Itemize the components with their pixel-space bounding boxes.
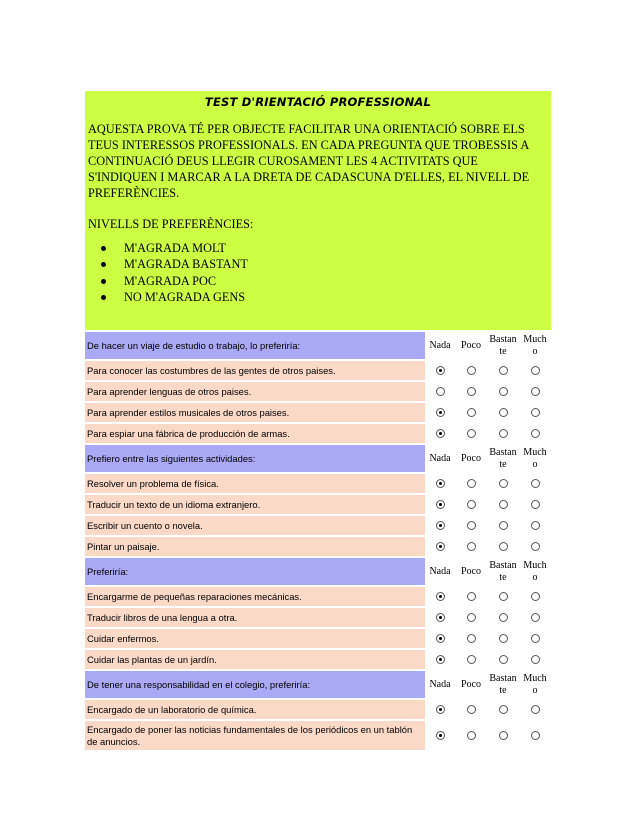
radio-button[interactable] <box>531 542 540 551</box>
radio-cell <box>487 495 519 514</box>
level-label: M'AGRADA BASTANT <box>124 257 248 272</box>
column-bastante-label-1: Bastan <box>489 333 517 345</box>
radio-cell <box>487 424 519 443</box>
radio-cell <box>519 403 551 422</box>
option-row <box>85 629 551 648</box>
radio-cell <box>455 424 487 443</box>
radio-cell <box>519 721 551 750</box>
column-bastante-label-1: Bastan <box>489 446 517 458</box>
column-bastante-header <box>487 332 519 359</box>
radio-cell <box>519 474 551 493</box>
radio-cell <box>455 650 487 669</box>
radio-cell <box>519 650 551 669</box>
column-mucho-label-2: o <box>532 684 538 696</box>
radio-button[interactable] <box>436 521 445 530</box>
radio-button[interactable] <box>499 479 508 488</box>
radio-button[interactable] <box>531 655 540 664</box>
column-mucho-label-1: Much <box>523 333 547 345</box>
option-row <box>85 608 551 627</box>
levels-list <box>88 240 548 306</box>
radio-button[interactable] <box>436 634 445 643</box>
column-nada-header <box>425 332 455 359</box>
radio-cell <box>425 537 455 556</box>
column-mucho-header <box>519 445 551 472</box>
level-item <box>101 290 548 307</box>
radio-button[interactable] <box>467 655 476 664</box>
radio-cell <box>487 587 519 606</box>
radio-button[interactable] <box>531 479 540 488</box>
column-mucho-header <box>519 332 551 359</box>
radio-button[interactable] <box>499 731 508 740</box>
radio-cell <box>455 474 487 493</box>
radio-cell <box>519 424 551 443</box>
radio-button[interactable] <box>531 387 540 396</box>
question-row <box>85 671 551 698</box>
radio-button[interactable] <box>436 655 445 664</box>
radio-cell <box>519 361 551 380</box>
radio-cell <box>487 474 519 493</box>
column-poco-header <box>455 671 487 698</box>
radio-cell <box>425 474 455 493</box>
radio-button[interactable] <box>531 429 540 438</box>
radio-cell <box>519 629 551 648</box>
radio-cell <box>425 516 455 535</box>
option-row <box>85 700 551 719</box>
question-text: Prefiero entre las siguientes actividades: <box>85 445 425 472</box>
column-mucho-label-2: o <box>532 571 538 583</box>
column-nada-label: Nada <box>429 452 451 464</box>
radio-button[interactable] <box>531 731 540 740</box>
radio-button[interactable] <box>436 429 445 438</box>
option-row <box>85 474 551 493</box>
radio-button[interactable] <box>531 500 540 509</box>
column-nada-header <box>425 671 455 698</box>
option-text: Cuidar las plantas de un jardín. <box>85 650 425 669</box>
radio-cell <box>519 495 551 514</box>
radio-cell <box>455 721 487 750</box>
column-mucho-label-1: Much <box>523 672 547 684</box>
radio-button[interactable] <box>467 366 476 375</box>
radio-cell <box>455 587 487 606</box>
option-text: Encargarme de pequeñas reparaciones mecánicas. <box>85 587 425 606</box>
column-poco-label: Poco <box>461 452 481 464</box>
column-nada-label: Nada <box>429 678 451 690</box>
radio-cell <box>519 700 551 719</box>
radio-button[interactable] <box>467 634 476 643</box>
column-nada-label: Nada <box>429 339 451 351</box>
radio-cell <box>487 537 519 556</box>
option-row <box>85 587 551 606</box>
radio-cell <box>425 650 455 669</box>
column-poco-header <box>455 332 487 359</box>
column-bastante-label-1: Bastan <box>489 559 517 571</box>
radio-button[interactable] <box>467 592 476 601</box>
column-bastante-label-2: te <box>499 458 507 470</box>
radio-cell <box>487 629 519 648</box>
radio-cell <box>487 650 519 669</box>
radio-cell <box>455 361 487 380</box>
column-bastante-header <box>487 671 519 698</box>
radio-cell <box>519 608 551 627</box>
column-nada-label: Nada <box>429 565 451 577</box>
radio-button[interactable] <box>531 613 540 622</box>
radio-button[interactable] <box>499 429 508 438</box>
column-mucho-header <box>519 671 551 698</box>
radio-cell <box>519 587 551 606</box>
radio-button[interactable] <box>467 500 476 509</box>
radio-button[interactable] <box>531 705 540 714</box>
radio-button[interactable] <box>436 705 445 714</box>
radio-button[interactable] <box>499 634 508 643</box>
radio-button[interactable] <box>531 592 540 601</box>
radio-cell <box>487 700 519 719</box>
column-mucho-label-1: Much <box>523 559 547 571</box>
radio-button[interactable] <box>467 387 476 396</box>
option-row <box>85 495 551 514</box>
radio-button[interactable] <box>467 542 476 551</box>
radio-button[interactable] <box>436 613 445 622</box>
option-text: Encargado de un laboratorio de química. <box>85 700 425 719</box>
radio-cell <box>425 629 455 648</box>
column-bastante-label-2: te <box>499 345 507 357</box>
option-text: Resolver un problema de física. <box>85 474 425 493</box>
radio-cell <box>487 608 519 627</box>
radio-cell <box>455 537 487 556</box>
radio-cell <box>425 361 455 380</box>
column-poco-header <box>455 445 487 472</box>
radio-button[interactable] <box>499 500 508 509</box>
question-row <box>85 558 551 585</box>
column-mucho-label-1: Much <box>523 446 547 458</box>
radio-button[interactable] <box>436 731 445 740</box>
column-bastante-label-2: te <box>499 571 507 583</box>
column-mucho-label-2: o <box>532 458 538 470</box>
option-text: Traducir un texto de un idioma extranjero. <box>85 495 425 514</box>
option-row <box>85 650 551 669</box>
radio-cell <box>487 361 519 380</box>
radio-cell <box>519 382 551 401</box>
option-row <box>85 424 551 443</box>
radio-button[interactable] <box>467 521 476 530</box>
radio-cell <box>425 587 455 606</box>
radio-button[interactable] <box>436 479 445 488</box>
radio-button[interactable] <box>499 408 508 417</box>
radio-button[interactable] <box>467 429 476 438</box>
radio-button[interactable] <box>531 634 540 643</box>
option-text: Para espiar una fábrica de producción de armas. <box>85 424 425 443</box>
option-text: Cuidar enfermos. <box>85 629 425 648</box>
column-bastante-label-1: Bastan <box>489 672 517 684</box>
option-row <box>85 537 551 556</box>
column-nada-header <box>425 445 455 472</box>
option-text: Traducir libros de una lengua a otra. <box>85 608 425 627</box>
radio-button[interactable] <box>436 500 445 509</box>
bullet-icon <box>101 295 106 300</box>
level-label: M'AGRADA MOLT <box>124 240 226 255</box>
radio-cell <box>455 382 487 401</box>
radio-button[interactable] <box>499 592 508 601</box>
question-text: De hacer un viaje de estudio o trabajo, lo preferiría: <box>85 332 425 359</box>
radio-cell <box>455 495 487 514</box>
radio-cell <box>487 382 519 401</box>
radio-cell <box>455 700 487 719</box>
radio-button[interactable] <box>531 408 540 417</box>
survey-table <box>85 330 551 752</box>
bullet-icon <box>101 262 106 267</box>
radio-cell <box>519 537 551 556</box>
question-row <box>85 445 551 472</box>
radio-button[interactable] <box>467 479 476 488</box>
question-row <box>85 332 551 359</box>
column-poco-header <box>455 558 487 585</box>
column-poco-label: Poco <box>461 565 481 577</box>
bullet-icon <box>101 246 106 251</box>
option-text: Para conocer las costumbres de las gentes de otros paises. <box>85 361 425 380</box>
option-text: Pintar un paisaje. <box>85 537 425 556</box>
radio-button[interactable] <box>499 366 508 375</box>
option-text: Encargado de poner las noticias fundamentales de los periódicos en un tablón de anuncios. <box>85 721 425 750</box>
radio-cell <box>455 629 487 648</box>
radio-button[interactable] <box>499 613 508 622</box>
bullet-icon <box>101 279 106 284</box>
page <box>85 91 551 752</box>
radio-cell <box>487 403 519 422</box>
radio-button[interactable] <box>467 613 476 622</box>
radio-cell <box>425 382 455 401</box>
option-row <box>85 361 551 380</box>
test-title: TEST D'RIENTACIÓ PROFESSIONAL <box>204 95 432 109</box>
option-text: Escribir un cuento o novela. <box>85 516 425 535</box>
column-bastante-header <box>487 445 519 472</box>
radio-button[interactable] <box>499 542 508 551</box>
radio-button[interactable] <box>436 592 445 601</box>
radio-button[interactable] <box>436 387 445 396</box>
column-mucho-header <box>519 558 551 585</box>
radio-cell <box>519 516 551 535</box>
radio-button[interactable] <box>436 542 445 551</box>
levels-title: NIVELLS DE PREFERÈNCIES: <box>88 217 254 231</box>
radio-cell <box>487 516 519 535</box>
radio-cell <box>455 516 487 535</box>
radio-button[interactable] <box>436 408 445 417</box>
radio-cell <box>487 721 519 750</box>
option-row <box>85 382 551 401</box>
column-mucho-label-2: o <box>532 345 538 357</box>
option-row <box>85 516 551 535</box>
radio-button[interactable] <box>531 521 540 530</box>
column-bastante-header <box>487 558 519 585</box>
question-text: Preferiría: <box>85 558 425 585</box>
column-nada-header <box>425 558 455 585</box>
option-text: Para aprender lenguas de otros paises. <box>85 382 425 401</box>
radio-button[interactable] <box>436 366 445 375</box>
radio-cell <box>425 721 455 750</box>
column-poco-label: Poco <box>461 339 481 351</box>
radio-cell <box>425 424 455 443</box>
radio-cell <box>455 403 487 422</box>
radio-cell <box>425 700 455 719</box>
radio-cell <box>425 403 455 422</box>
radio-button[interactable] <box>499 387 508 396</box>
option-text: Para aprender estilos musicales de otros paises. <box>85 403 425 422</box>
radio-button[interactable] <box>467 731 476 740</box>
radio-button[interactable] <box>499 655 508 664</box>
radio-button[interactable] <box>499 521 508 530</box>
option-row <box>85 403 551 422</box>
level-label: M'AGRADA POC <box>124 273 217 288</box>
radio-cell <box>425 495 455 514</box>
column-poco-label: Poco <box>461 678 481 690</box>
radio-button[interactable] <box>499 705 508 714</box>
question-text: De tener una responsabilidad en el colegio, preferiría: <box>85 671 425 698</box>
level-item <box>101 273 548 290</box>
intro-text: AQUESTA PROVA TÉ PER OBJECTE FACILITAR UNA ORIENTACIÓ SOBRE ELS TEUS INTERESSOS PROFESSIONALS. EN CADA PREGUNTA QUE TROBESSIS A CONTINUACIÓ DEUS LLEGIR CUROSAMENT LES 4 ACTIVITATS QUE S'INDIQUEN I MARCAR A LA DRETA DE CADASCUNA D'ELLES, EL NIVELL DE PREFERÈNCIES. <box>88 122 530 200</box>
radio-cell <box>425 608 455 627</box>
option-row <box>85 721 551 750</box>
level-item <box>101 257 548 274</box>
radio-button[interactable] <box>467 408 476 417</box>
level-label: NO M'AGRADA GENS <box>124 290 246 305</box>
level-item <box>101 240 548 257</box>
radio-cell <box>455 608 487 627</box>
test-header <box>85 91 551 330</box>
radio-button[interactable] <box>531 366 540 375</box>
radio-button[interactable] <box>467 705 476 714</box>
column-bastante-label-2: te <box>499 684 507 696</box>
